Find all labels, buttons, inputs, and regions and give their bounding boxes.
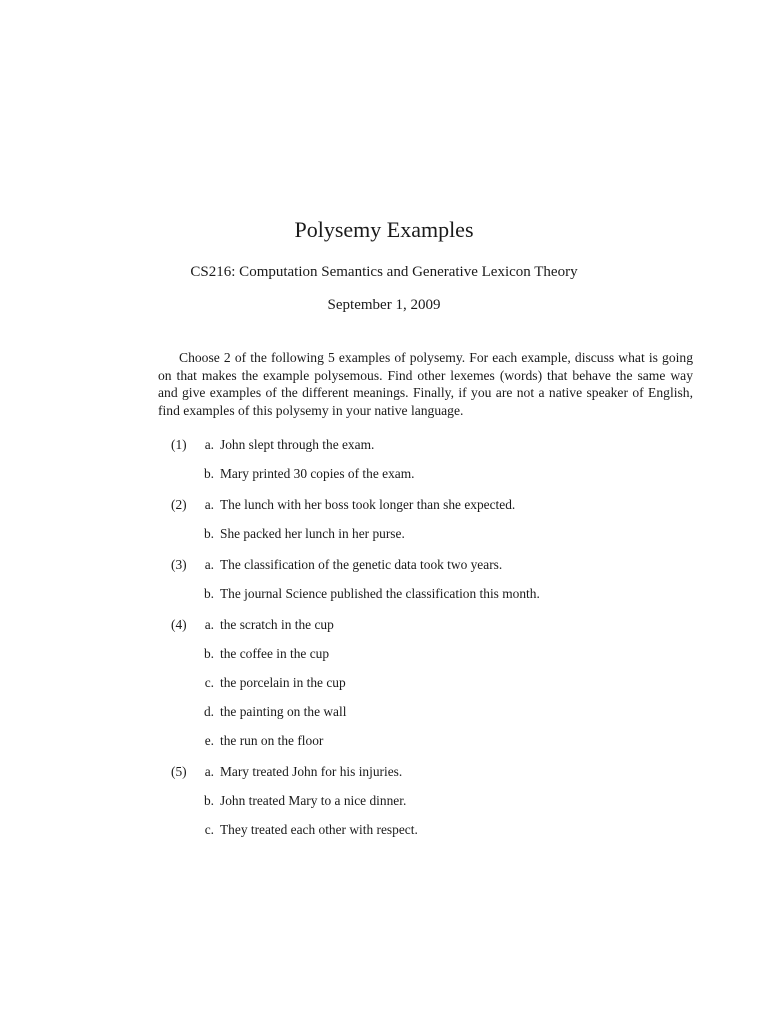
item-text: the run on the floor [220, 733, 324, 748]
example-line [171, 702, 731, 731]
item-letter: b. [203, 586, 214, 601]
item-text: Mary printed 30 copies of the exam. [220, 466, 415, 481]
item-text: She packed her lunch in her purse. [220, 526, 405, 541]
item-text: the porcelain in the cup [220, 675, 346, 690]
example-line [171, 791, 731, 820]
item-text: John slept through the exam. [220, 437, 375, 452]
item-text: The classification of the genetic data took two years. [220, 557, 503, 572]
item-text: The journal Science published the classification this month. [220, 586, 540, 601]
example-number: (2) [171, 497, 187, 512]
document-date: September 1, 2009 [327, 297, 441, 313]
example-line [171, 762, 731, 791]
item-letter: a. [204, 617, 214, 632]
example-line [171, 555, 731, 584]
example-2 [171, 495, 731, 553]
item-text: John treated Mary to a nice dinner. [220, 793, 407, 808]
example-line [171, 464, 731, 493]
example-line [171, 524, 731, 553]
example-line [171, 820, 731, 849]
item-text: the painting on the wall [220, 704, 347, 719]
example-line [171, 731, 731, 760]
item-letter: b. [203, 526, 214, 541]
example-line [171, 584, 731, 613]
example-line [171, 435, 731, 464]
item-letter: a. [204, 557, 214, 572]
example-line [171, 673, 731, 702]
example-number: (3) [171, 557, 187, 572]
example-number: (4) [171, 617, 187, 632]
item-letter: a. [204, 437, 214, 452]
example-3 [171, 555, 731, 613]
intro-paragraph: Choose 2 of the following 5 examples of polysemy. For each example, discuss what is going on that makes the example polysemous. Find other lexemes (words) that behave the same way and give examples of the different meanings. Finally, if you are not a native speaker of English, find examples of this polysemy in your native language. [158, 350, 693, 418]
item-text: Mary treated John for his injuries. [220, 764, 403, 779]
example-5 [171, 762, 731, 849]
course-subtitle: CS216: Computation Semantics and Generative Lexicon Theory [190, 264, 578, 280]
example-number: (1) [171, 437, 187, 452]
item-text: the coffee in the cup [220, 646, 330, 661]
item-text: They treated each other with respect. [220, 822, 418, 837]
item-text: the scratch in the cup [220, 617, 334, 632]
item-letter: b. [203, 793, 214, 808]
example-number: (5) [171, 764, 187, 779]
item-letter: a. [204, 764, 214, 779]
item-letter: a. [204, 497, 214, 512]
document-title: Polysemy Examples [294, 217, 474, 242]
example-line [171, 495, 731, 524]
item-text: The lunch with her boss took longer than she expected. [220, 497, 516, 512]
example-4 [171, 615, 731, 760]
item-letter: b. [203, 646, 214, 661]
item-letter: c. [204, 822, 214, 837]
item-letter: d. [203, 704, 214, 719]
item-letter: b. [203, 466, 214, 481]
examples-list [171, 435, 731, 851]
item-letter: e. [204, 733, 214, 748]
item-letter: c. [204, 675, 214, 690]
example-line [171, 615, 731, 644]
example-line [171, 644, 731, 673]
example-1 [171, 435, 731, 493]
